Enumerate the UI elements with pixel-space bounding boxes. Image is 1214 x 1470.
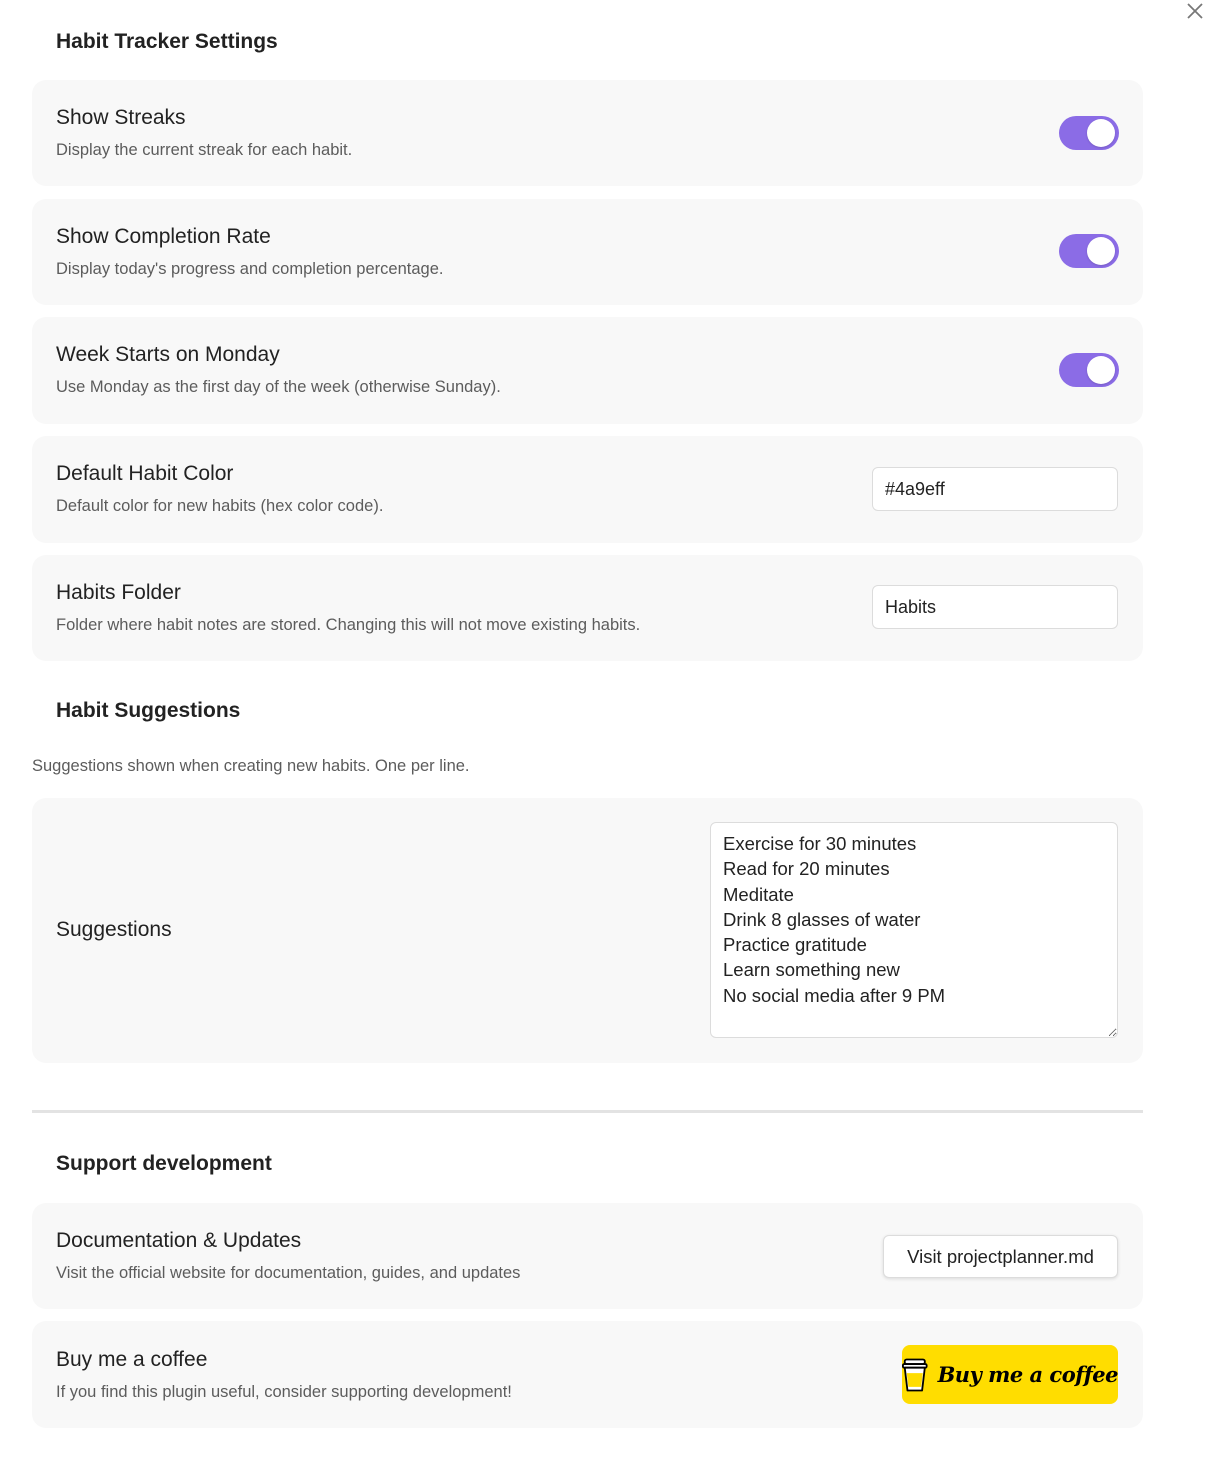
support-development-heading: Support development bbox=[56, 1152, 272, 1175]
setting-name: Habits Folder bbox=[56, 581, 181, 604]
default-habit-color-input[interactable] bbox=[872, 467, 1118, 511]
setting-name: Show Completion Rate bbox=[56, 225, 271, 248]
habit-suggestions-description: Suggestions shown when creating new habits. One per line. bbox=[32, 757, 470, 775]
page-title: Habit Tracker Settings bbox=[56, 30, 278, 53]
suggestions-textarea[interactable] bbox=[710, 822, 1118, 1038]
setting-week-starts-monday bbox=[32, 317, 1143, 424]
week-starts-monday-toggle[interactable] bbox=[1059, 353, 1119, 387]
toggle-knob bbox=[1087, 119, 1115, 147]
section-divider bbox=[32, 1110, 1143, 1113]
setting-buy-coffee bbox=[32, 1321, 1143, 1428]
buy-me-a-coffee-label: Buy me a coffee bbox=[937, 1362, 1118, 1387]
setting-default-habit-color bbox=[32, 436, 1143, 543]
habit-suggestions-heading: Habit Suggestions bbox=[56, 699, 241, 722]
show-completion-rate-toggle[interactable] bbox=[1059, 234, 1119, 268]
close-x-icon bbox=[1184, 0, 1206, 22]
suggestions-label: Suggestions bbox=[56, 918, 172, 941]
setting-name: Documentation & Updates bbox=[56, 1229, 302, 1252]
setting-description: If you find this plugin useful, consider supporting development! bbox=[56, 1383, 512, 1401]
buy-me-a-coffee-button[interactable] bbox=[902, 1345, 1118, 1404]
setting-name: Show Streaks bbox=[56, 106, 186, 129]
visit-website-button[interactable]: Visit projectplanner.md bbox=[883, 1235, 1118, 1278]
setting-show-completion-rate bbox=[32, 199, 1143, 305]
toggle-knob bbox=[1087, 237, 1115, 265]
setting-description: Display the current streak for each habit. bbox=[56, 141, 353, 159]
coffee-cup-icon bbox=[902, 1355, 928, 1395]
setting-show-streaks bbox=[32, 80, 1143, 186]
setting-description: Folder where habit notes are stored. Changing this will not move existing habits. bbox=[56, 616, 641, 634]
setting-name: Week Starts on Monday bbox=[56, 343, 280, 366]
setting-habits-folder bbox=[32, 555, 1143, 661]
close-button[interactable] bbox=[1184, 0, 1206, 22]
setting-description: Default color for new habits (hex color code). bbox=[56, 497, 384, 515]
show-streaks-toggle[interactable] bbox=[1059, 116, 1119, 150]
habits-folder-input[interactable] bbox=[872, 585, 1118, 629]
setting-name: Buy me a coffee bbox=[56, 1348, 208, 1371]
setting-documentation bbox=[32, 1203, 1143, 1309]
setting-description: Use Monday as the first day of the week (otherwise Sunday). bbox=[56, 378, 501, 396]
setting-description: Visit the official website for documentation, guides, and updates bbox=[56, 1264, 521, 1282]
setting-name: Default Habit Color bbox=[56, 462, 234, 485]
setting-description: Display today's progress and completion percentage. bbox=[56, 260, 444, 278]
toggle-knob bbox=[1087, 356, 1115, 384]
setting-suggestions bbox=[32, 798, 1143, 1063]
